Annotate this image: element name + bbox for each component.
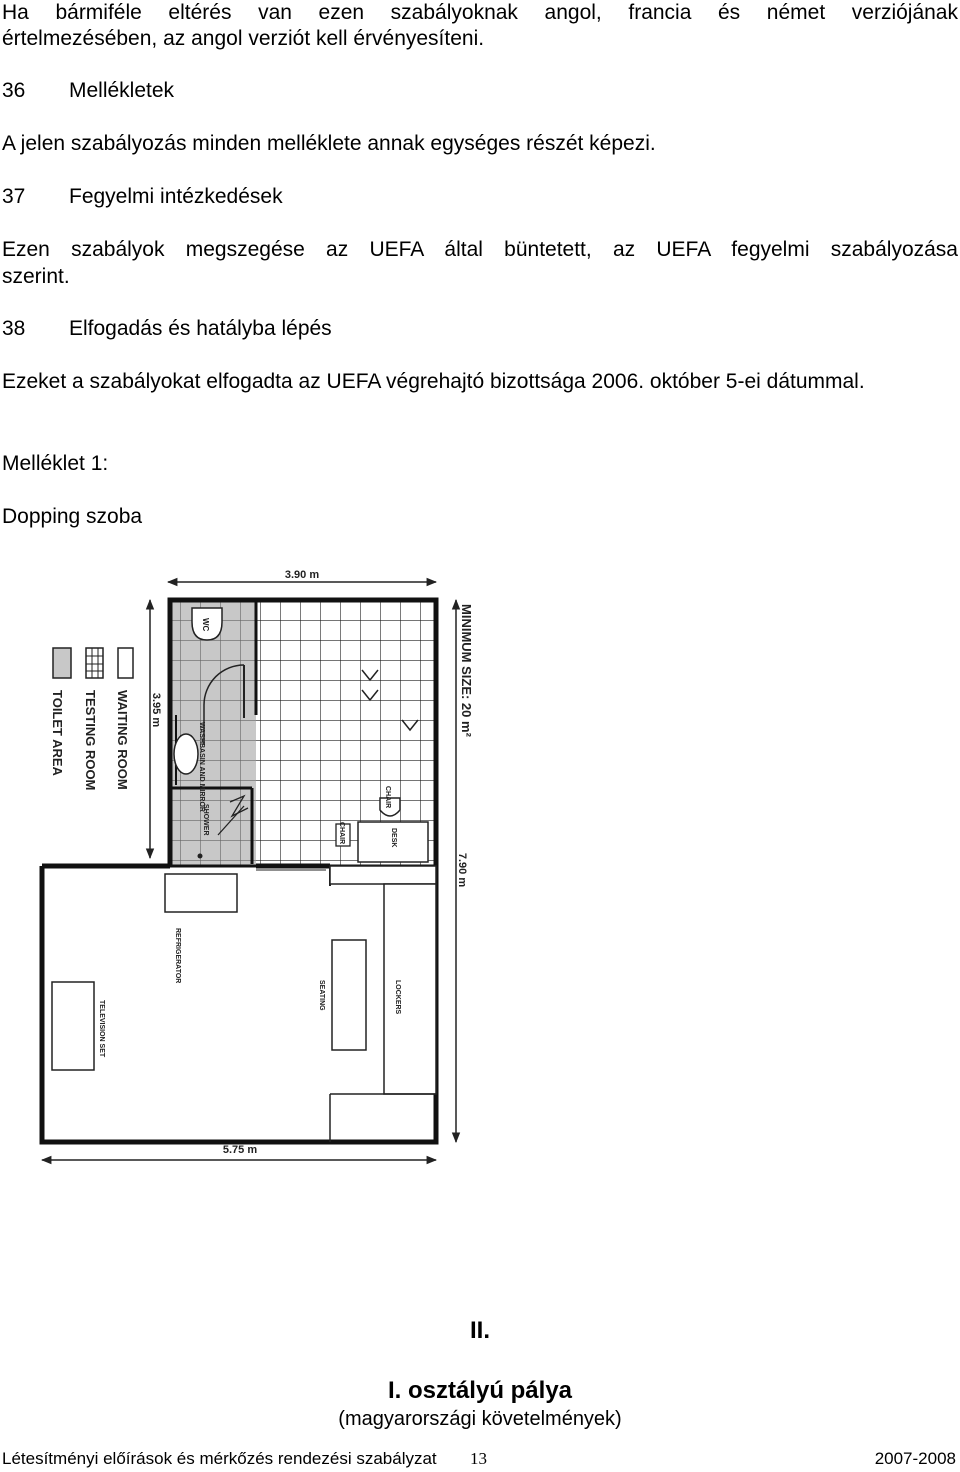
television-set [52,982,94,1070]
footer-title: Létesítményi előírások és mérkőzés rendezési szabályzat [2,1449,437,1468]
right-height-label: 7.90 m [456,852,468,888]
washbasin-label: WASHBASIN AND MIRROR [198,722,205,812]
washbasin-fixture [174,734,198,774]
section-37-body-line-1: Ezen szabályok megszegése az UEFA által büntetett, az UEFA fegyelmi szabályozása [2,238,958,261]
top-width-label: 3.90 m [284,569,320,581]
shower-label: SHOWER [202,804,209,836]
annex-title: Dopping szoba [2,505,143,528]
section-number: 36 [2,79,26,102]
annex-label: Melléklet 1: [2,452,109,475]
section-36-heading [2,78,174,104]
lockers-label: LOCKERS [394,980,401,1015]
minimum-size-label: MINIMUM SIZE: 20 m² [459,604,474,737]
section-title: Elfogadás és hatályba lépés [69,317,332,340]
television-label: TELEVISION SET [98,1000,105,1058]
page-number: 13 [470,1449,487,1468]
section-36-body: A jelen szabályozás minden melléklete annak egységes részét képezi. [2,132,656,155]
legend-waiting-room: WAITING ROOM [115,690,130,790]
intro-line-1: Ha bármiféle eltérés van ezen szabályoknak angol, francia és német verziójának [2,1,958,24]
section-37-body-line-2: szerint. [2,265,70,288]
section-38-body: Ezeket a szabályokat elfogadta az UEFA végrehajtó bizottsága 2006. október 5-ei dátummal. [2,370,865,393]
legend-swatch-waiting [118,648,133,678]
seating-label: SEATING [318,980,325,1011]
lockers [384,884,436,1094]
chapter-subtitle: (magyarországi követelmények) [338,1408,622,1430]
wc-label: WC [201,618,210,632]
section-37-heading [2,184,283,210]
legend-swatch-testing [86,648,103,678]
wc-fixture [192,608,222,640]
bottom-width-label: 5.75 m [222,1144,258,1156]
section-title: Fegyelmi intézkedések [69,185,283,208]
chair-1-label: CHAIR [384,786,391,809]
intro-line-2: értelmezésében, az angol verziót kell érvényesíteni. [2,27,485,50]
section-title: Mellékletek [69,79,175,102]
footer-year: 2007-2008 [874,1449,956,1468]
legend-swatch-toilet [53,648,71,678]
section-number: 38 [2,317,26,340]
seating [332,940,366,1050]
refrigerator [165,874,237,912]
left-height-label: 3.95 m [150,692,162,728]
section-38-heading [2,316,332,342]
chair-2-label: CHAIR [338,822,345,845]
chapter-roman: II. [469,1317,490,1344]
legend-testing-room: TESTING ROOM [83,690,98,791]
chapter-title: I. osztályú pálya [387,1377,573,1404]
section-number: 37 [2,185,26,208]
legend-toilet-area: TOILET AREA [50,690,65,776]
refrigerator-label: REFRIGERATOR [174,928,181,984]
doping-room-floor-plan [0,560,960,1180]
desk-label: DESK [390,828,397,848]
